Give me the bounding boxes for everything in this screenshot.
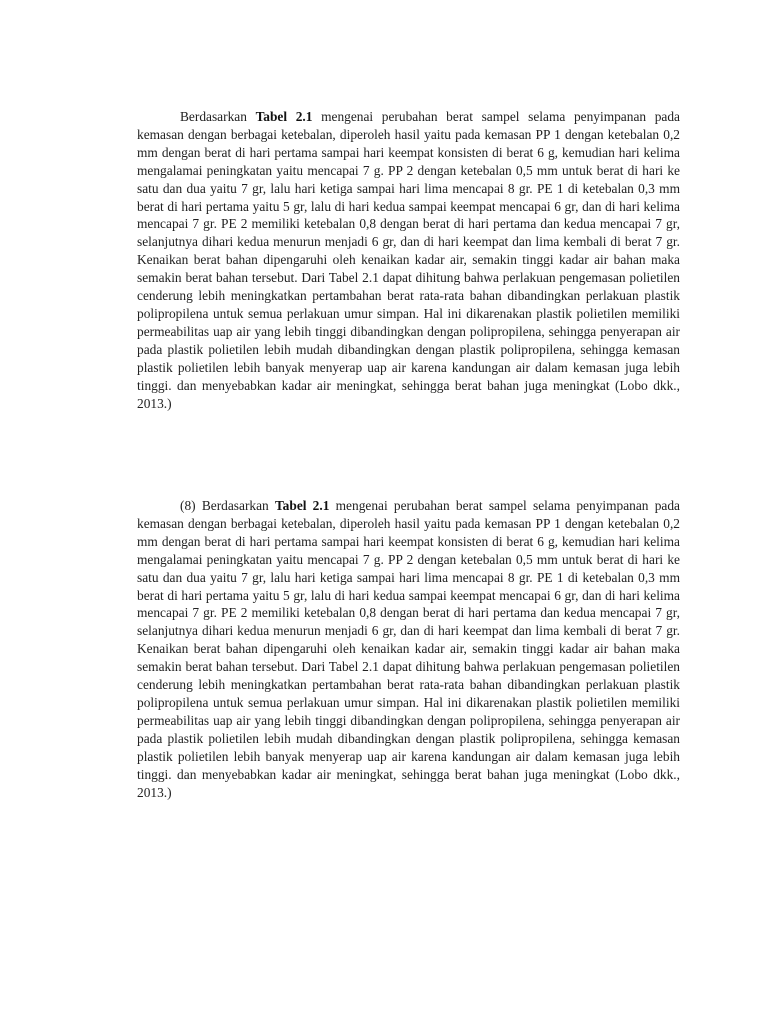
paragraph-2-table-ref: Tabel 2.1 [274, 498, 330, 513]
paragraph-2-body: mengenai perubahan berat sampel selama penyimpanan pada kemasan dengan berbagai ketebalan, diperoleh hasil yaitu pada kemasan PP 1 dengan ketebalan 0,2 mm dengan berat di hari pertama sampai hari keempat konsisten di berat 6 g, kemudian hari kelima mengalamai peningkatan yaitu mencapai 7 g. PP 2 dengan ketebalan 0,5 mm untuk berat di hari ke satu dan dua yaitu 7 gr, lalu hari ketiga sampai hari lima mencapai 8 gr. PE 1 di ketebalan 0,3 mm berat di hari pertama yaitu 5 gr, lalu di hari kedua sampai keempat mencapai 6 gr, dan di hari kelima mencapai 7 gr. PE 2 memiliki ketebalan 0,8 dengan berat di hari pertama dan kedua mencapai 7 gr, selanjutnya dihari kedua menurun menjadi 6 gr, dan di hari keempat dan lima kembali di berat 7 gr. Kenaikan berat bahan dipengaruhi oleh kenaikan kadar air, semakin tinggi kadar air bahan maka semakin berat bahan tersebut. Dari Tabel 2.1 dapat dihitung bahwa perlakuan pengemasan polietilen cenderung lebih meningkatkan pertambahan berat rata-rata bahan dibandingkan perlakuan plastik polipropilena untuk semua perlakuan umur simpan. Hal ini dikarenakan plastik polietilen memiliki permeabilitas uap air yang lebih tinggi dibandingkan dengan polipropilena, sehingga penyerapan air pada plastik polietilen lebih mudah dibandingkan dengan plastik polipropilena, sehingga kemasan plastik polietilen lebih banyak menyerap uap air karena kandungan air dalam kemasan juga lebih tinggi. dan menyebabkan kadar air meningkat, sehingga berat bahan juga meningkat (Lobo dkk., 2013.) [137, 498, 680, 800]
paragraph-2 [137, 497, 680, 801]
paragraph-1-table-ref: Tabel 2.1 [255, 109, 313, 124]
paragraph-1-body: mengenai perubahan berat sampel selama penyimpanan pada kemasan dengan berbagai ketebalan, diperoleh hasil yaitu pada kemasan PP 1 dengan ketebalan 0,2 mm dengan berat di hari pertama sampai hari keempat konsisten di berat 6 g, kemudian hari kelima mengalamai peningkatan yaitu mencapai 7 g. PP 2 dengan ketebalan 0,5 mm untuk berat di hari ke satu dan dua yaitu 7 gr, lalu hari ketiga sampai hari lima mencapai 8 gr. PE 1 di ketebalan 0,3 mm berat di hari pertama yaitu 5 gr, lalu di hari kedua sampai keempat mencapai 6 gr, dan di hari kelima mencapai 7 gr. PE 2 memiliki ketebalan 0,8 dengan berat di hari pertama dan kedua mencapai 7 gr, selanjutnya dihari kedua menurun menjadi 6 gr, dan di hari keempat dan lima kembali di berat 7 gr. Kenaikan berat bahan dipengaruhi oleh kenaikan kadar air, semakin tinggi kadar air bahan maka semakin berat bahan tersebut. Dari Tabel 2.1 dapat dihitung bahwa perlakuan pengemasan polietilen cenderung lebih meningkatkan pertambahan berat rata-rata bahan dibandingkan perlakuan plastik polipropilena untuk semua perlakuan umur simpan. Hal ini dikarenakan plastik polietilen memiliki permeabilitas uap air yang lebih tinggi dibandingkan dengan polipropilena, sehingga penyerapan air pada plastik polietilen lebih mudah dibandingkan dengan plastik polipropilena, sehingga kemasan plastik polietilen lebih banyak menyerap uap air karena kandungan air dalam kemasan juga lebih tinggi. dan menyebabkan kadar air meningkat, sehingga berat bahan juga meningkat (Lobo dkk., 2013.) [137, 109, 680, 411]
paragraph-1 [137, 108, 680, 412]
paragraph-2-lead: (8) Berdasarkan [180, 498, 269, 513]
paragraph-1-lead: Berdasarkan [180, 109, 247, 124]
